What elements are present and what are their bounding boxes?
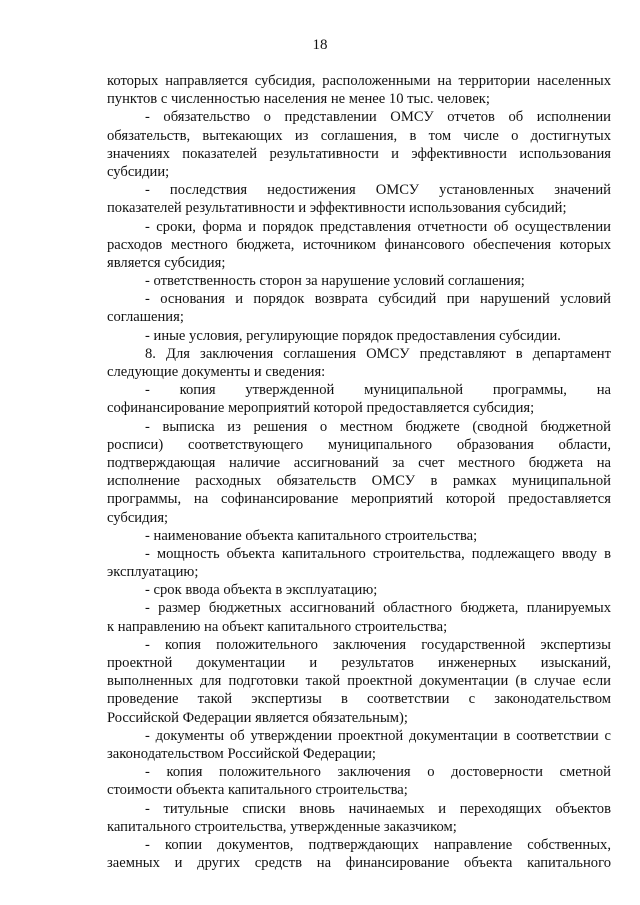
- text-line: исполнение расходных обязательств ОМСУ в рамках муниципальной: [107, 473, 611, 490]
- text-line: - копия положительного заключения о достоверности сметной: [145, 764, 611, 781]
- text-line: к направлению на объект капитального строительства;: [107, 618, 448, 635]
- text-line: законодательством Российской Федерации;: [107, 745, 376, 762]
- text-line: - титульные списки вновь начинаемых и переходящих объектов: [145, 800, 611, 817]
- text-line: - копия положительного заключения государственной экспертизы: [145, 636, 611, 653]
- text-line: субсидия;: [107, 509, 169, 526]
- text-line: - срок ввода объекта в эксплуатацию;: [145, 582, 378, 599]
- text-line: - последствия недостижения ОМСУ установленных значений: [145, 182, 611, 199]
- text-line: которых направляется субсидия, расположенными на территории населенных: [107, 73, 611, 89]
- text-line: проведение такой экспертизы в соответствии с законодательством: [107, 691, 611, 708]
- text-line: программы, на софинансирование мероприятий которой предоставляется: [107, 491, 611, 508]
- document-body: [107, 72, 611, 872]
- text-line: - копия утвержденной муниципальной программы, на: [145, 382, 611, 399]
- text-line: эксплуатацию;: [107, 564, 199, 581]
- text-line: субсидии;: [107, 163, 170, 180]
- text-line: заемных и других средств на финансирование объекта капитального: [107, 855, 611, 872]
- text-line: - иные условия, регулирующие порядок предоставления субсидии.: [145, 327, 561, 344]
- text-line: обязательств, вытекающих из соглашения, в том числе о достигнутых: [107, 127, 611, 144]
- text-line: стоимости объекта капитального строительства;: [107, 782, 408, 799]
- text-line: - мощность объекта капитального строительства, подлежащего вводу в: [145, 545, 611, 562]
- text-line: расходов местного бюджета, источником финансового обеспечения которых: [107, 236, 611, 253]
- text-line: - сроки, форма и порядок представления отчетности об осуществлении: [145, 218, 611, 235]
- page-number: 18: [312, 37, 328, 53]
- text-line: капитального строительства, утвержденные заказчиком;: [107, 818, 457, 835]
- text-line: - основания и порядок возврата субсидий при нарушений условий: [145, 291, 611, 308]
- text-line: соглашения;: [107, 309, 184, 326]
- text-line: проектной документации и результатов инженерных изысканий,: [107, 655, 611, 671]
- text-line: росписи) соответствующего муниципального образования области,: [107, 436, 611, 453]
- text-line: - размер бюджетных ассигнований областного бюджета, планируемых: [145, 600, 611, 617]
- text-line: 8. Для заключения соглашения ОМСУ представляют в департамент: [145, 345, 611, 362]
- text-line: - копии документов, подтверждающих направление собственных,: [145, 836, 611, 853]
- text-line: - обязательство о представлении ОМСУ отчетов об исполнении: [145, 109, 611, 126]
- text-line: подтверждающая наличие ассигнований за счет местного бюджета на: [107, 454, 611, 471]
- text-line: Российской Федерации является обязательным);: [107, 709, 408, 726]
- text-line: значениях показателей результативности и эффективности использования: [107, 145, 611, 162]
- text-line: показателей результативности и эффективности использования субсидий;: [107, 200, 567, 217]
- text-line: является субсидия;: [107, 254, 226, 271]
- text-line: пунктов с численностью населения не менее 10 тыс. человек;: [107, 91, 490, 108]
- text-line: - выписка из решения о местном бюджете (сводной бюджетной: [145, 418, 611, 435]
- text-line: - наименование объекта капитального строительства;: [145, 527, 478, 544]
- text-line: софинансирование мероприятий которой предоставляется субсидия;: [107, 400, 535, 417]
- text-line: выполненных для подготовки такой проектной документации (в случае если: [107, 673, 611, 690]
- text-line: следующие документы и сведения:: [107, 364, 326, 380]
- text-line: - документы об утверждении проектной документации в соответствии с: [145, 727, 611, 744]
- text-line: - ответственность сторон за нарушение условий соглашения;: [145, 273, 525, 290]
